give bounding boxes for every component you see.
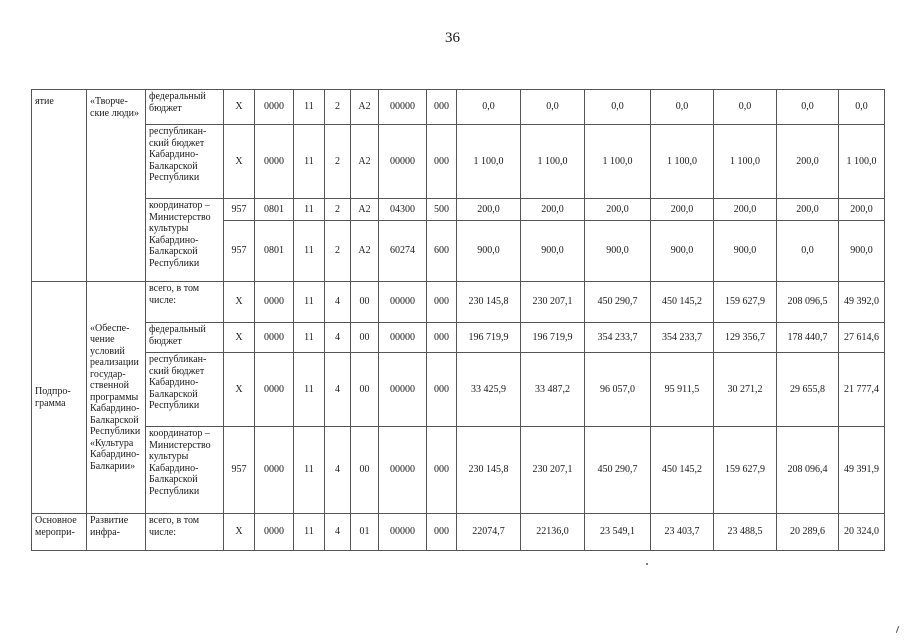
code-cell: 4 [325, 427, 351, 514]
amount-cell: 900,0 [714, 221, 777, 282]
table-row [32, 323, 885, 353]
amount-cell: 900,0 [585, 221, 651, 282]
row-status-cell: Основное меропри- [32, 514, 87, 551]
table-row [32, 125, 885, 199]
amount-cell: 1 100,0 [521, 125, 585, 199]
code-cell: 11 [294, 90, 325, 125]
code-cell: 00000 [379, 514, 427, 551]
amount-cell: 208 096,4 [777, 427, 839, 514]
code-cell: А2 [351, 125, 379, 199]
amount-cell: 1 100,0 [839, 125, 885, 199]
code-cell: 4 [325, 323, 351, 353]
amount-cell: 0,0 [777, 90, 839, 125]
amount-cell: 450 290,7 [585, 427, 651, 514]
table-row [32, 353, 885, 427]
scan-speck [646, 563, 648, 565]
row-name-cell: «Обеспе-чение условий реализации государ-ственной программы Кабардино-Балкарской Республики «Культура Кабардино-Балкарии» [87, 282, 146, 514]
code-cell: 11 [294, 125, 325, 199]
code-cell: 11 [294, 323, 325, 353]
amount-cell: 0,0 [839, 90, 885, 125]
code-cell: 0000 [255, 90, 294, 125]
code-cell: 2 [325, 221, 351, 282]
amount-cell: 450 145,2 [651, 282, 714, 323]
amount-cell: 96 057,0 [585, 353, 651, 427]
code-cell: 04300 [379, 199, 427, 221]
amount-cell: 23 549,1 [585, 514, 651, 551]
code-cell: 000 [427, 353, 457, 427]
amount-cell: 208 096,5 [777, 282, 839, 323]
amount-cell: 200,0 [521, 199, 585, 221]
amount-cell: 450 290,7 [585, 282, 651, 323]
amount-cell: 200,0 [585, 199, 651, 221]
funding-source-cell: всего, в том числе: [146, 514, 224, 551]
code-cell: 00000 [379, 353, 427, 427]
code-cell: А2 [351, 90, 379, 125]
table-row [32, 514, 885, 551]
code-cell: 11 [294, 514, 325, 551]
funding-source-cell: республикан-ский бюджет Кабардино-Балкарской Республики [146, 353, 224, 427]
code-cell: 4 [325, 353, 351, 427]
row-name-cell: Развитие инфра- [87, 514, 146, 551]
code-cell: 00 [351, 323, 379, 353]
page-number: 36 [445, 30, 460, 46]
code-cell: Х [224, 514, 255, 551]
amount-cell: 0,0 [651, 90, 714, 125]
code-cell: 600 [427, 221, 457, 282]
amount-cell: 33 487,2 [521, 353, 585, 427]
amount-cell: 159 627,9 [714, 427, 777, 514]
funding-source-cell: федеральный бюджет [146, 323, 224, 353]
amount-cell: 20 324,0 [839, 514, 885, 551]
amount-cell: 200,0 [839, 199, 885, 221]
code-cell: 00 [351, 427, 379, 514]
code-cell: 0000 [255, 282, 294, 323]
code-cell: 00 [351, 353, 379, 427]
table-row [32, 427, 885, 514]
code-cell: 00 [351, 282, 379, 323]
code-cell: 000 [427, 427, 457, 514]
amount-cell: 23 403,7 [651, 514, 714, 551]
code-cell: 0801 [255, 221, 294, 282]
amount-cell: 20 289,6 [777, 514, 839, 551]
code-cell: 11 [294, 282, 325, 323]
row-status-cell: Подпро-грамма [32, 282, 87, 514]
amount-cell: 900,0 [457, 221, 521, 282]
code-cell: 00000 [379, 125, 427, 199]
amount-cell: 900,0 [651, 221, 714, 282]
funding-source-cell: всего, в том числе: [146, 282, 224, 323]
amount-cell: 178 440,7 [777, 323, 839, 353]
code-cell: 2 [325, 199, 351, 221]
amount-cell: 900,0 [521, 221, 585, 282]
code-cell: 11 [294, 427, 325, 514]
amount-cell: 95 911,5 [651, 353, 714, 427]
amount-cell: 0,0 [521, 90, 585, 125]
code-cell: Х [224, 125, 255, 199]
code-cell: 957 [224, 427, 255, 514]
amount-cell: 23 488,5 [714, 514, 777, 551]
code-cell: 2 [325, 125, 351, 199]
funding-source-cell: федеральный бюджет [146, 90, 224, 125]
amount-cell: 354 233,7 [651, 323, 714, 353]
amount-cell: 30 271,2 [714, 353, 777, 427]
amount-cell: 230 207,1 [521, 282, 585, 323]
amount-cell: 27 614,6 [839, 323, 885, 353]
amount-cell: 450 145,2 [651, 427, 714, 514]
code-cell: 957 [224, 221, 255, 282]
code-cell: 4 [325, 514, 351, 551]
code-cell: 000 [427, 90, 457, 125]
amount-cell: 900,0 [839, 221, 885, 282]
amount-cell: 49 392,0 [839, 282, 885, 323]
amount-cell: 200,0 [457, 199, 521, 221]
code-cell: 11 [294, 199, 325, 221]
amount-cell: 129 356,7 [714, 323, 777, 353]
amount-cell: 200,0 [777, 125, 839, 199]
row-status-cell: ятие [32, 90, 87, 282]
code-cell: 0000 [255, 323, 294, 353]
code-cell: 0000 [255, 514, 294, 551]
code-cell: 00000 [379, 282, 427, 323]
amount-cell: 1 100,0 [651, 125, 714, 199]
code-cell: 11 [294, 221, 325, 282]
amount-cell: 200,0 [777, 199, 839, 221]
code-cell: 00000 [379, 323, 427, 353]
amount-cell: 159 627,9 [714, 282, 777, 323]
code-cell: 01 [351, 514, 379, 551]
funding-source-cell: республикан-ский бюджет Кабардино-Балкарской Республики [146, 125, 224, 199]
table-row [32, 199, 885, 221]
code-cell: 60274 [379, 221, 427, 282]
amount-cell: 230 145,8 [457, 427, 521, 514]
row-name-cell: «Творче-ские люди» [87, 90, 146, 282]
code-cell: 00000 [379, 90, 427, 125]
funding-source-cell: координатор – Министерство культуры Кабардино-Балкарской Республики [146, 427, 224, 514]
code-cell: 00000 [379, 427, 427, 514]
amount-cell: 22074,7 [457, 514, 521, 551]
code-cell: 000 [427, 514, 457, 551]
amount-cell: 0,0 [457, 90, 521, 125]
code-cell: Х [224, 282, 255, 323]
code-cell: 0000 [255, 353, 294, 427]
amount-cell: 200,0 [714, 199, 777, 221]
amount-cell: 196 719,9 [521, 323, 585, 353]
code-cell: Х [224, 323, 255, 353]
code-cell: А2 [351, 199, 379, 221]
amount-cell: 22136,0 [521, 514, 585, 551]
budget-table [31, 89, 885, 551]
funding-source-cell: координатор – Министерство культуры Кабардино-Балкарской Республики [146, 199, 224, 282]
code-cell: 11 [294, 353, 325, 427]
code-cell: 4 [325, 282, 351, 323]
amount-cell: 29 655,8 [777, 353, 839, 427]
code-cell: 000 [427, 282, 457, 323]
amount-cell: 230 207,1 [521, 427, 585, 514]
code-cell: А2 [351, 221, 379, 282]
amount-cell: 230 145,8 [457, 282, 521, 323]
scan-mark [896, 626, 899, 633]
amount-cell: 49 391,9 [839, 427, 885, 514]
code-cell: 957 [224, 199, 255, 221]
amount-cell: 1 100,0 [585, 125, 651, 199]
amount-cell: 1 100,0 [457, 125, 521, 199]
code-cell: 000 [427, 125, 457, 199]
code-cell: 500 [427, 199, 457, 221]
code-cell: Х [224, 90, 255, 125]
amount-cell: 33 425,9 [457, 353, 521, 427]
code-cell: Х [224, 353, 255, 427]
code-cell: 0801 [255, 199, 294, 221]
table-row [32, 282, 885, 323]
amount-cell: 1 100,0 [714, 125, 777, 199]
code-cell: 000 [427, 323, 457, 353]
amount-cell: 0,0 [585, 90, 651, 125]
code-cell: 0000 [255, 427, 294, 514]
code-cell: 0000 [255, 125, 294, 199]
table-row [32, 90, 885, 125]
amount-cell: 0,0 [714, 90, 777, 125]
amount-cell: 0,0 [777, 221, 839, 282]
code-cell: 2 [325, 90, 351, 125]
amount-cell: 196 719,9 [457, 323, 521, 353]
amount-cell: 200,0 [651, 199, 714, 221]
amount-cell: 354 233,7 [585, 323, 651, 353]
amount-cell: 21 777,4 [839, 353, 885, 427]
